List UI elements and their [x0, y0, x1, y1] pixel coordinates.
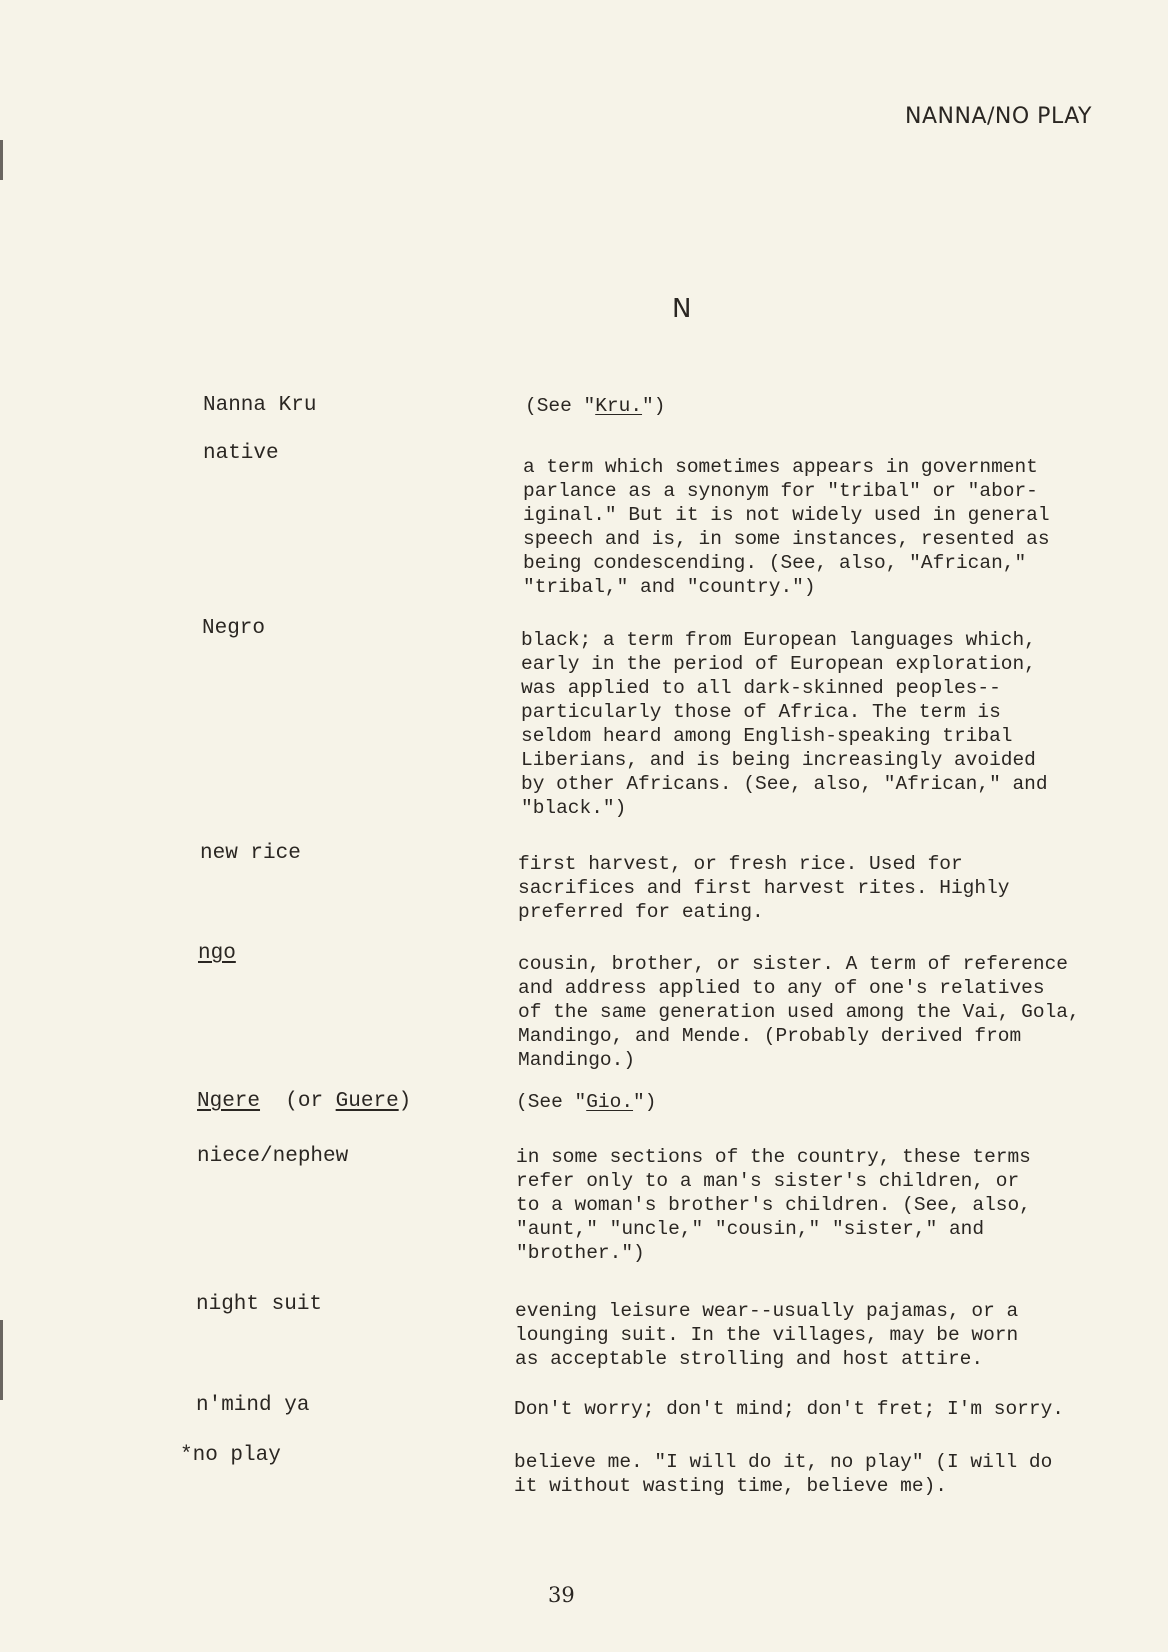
entry-definition: (See "Kru.") [525, 395, 666, 417]
entry-term: Ngere (or Guere) [197, 1090, 412, 1113]
entry-term: *no play [180, 1444, 281, 1467]
entry-definition: in some sections of the country, these terms refer only to a man's sister's children, or to a woman's brother's children. (See, also, "aunt," "uncle," "cousin," "sister," and "brother.") [516, 1146, 1031, 1264]
entry-term-main: Ngere [197, 1090, 261, 1113]
scan-edge-mark [0, 140, 3, 180]
section-letter: N [672, 294, 692, 324]
entry-term: native [203, 442, 279, 465]
cross-reference-link: Kru. [595, 395, 643, 417]
entry-definition: first harvest, or fresh rice. Used for sacrifices and first harvest rites. Highly preferred for eating. [518, 853, 1010, 923]
entry-term: niece/nephew [197, 1145, 349, 1168]
entry-definition: Don't worry; don't mind; don't fret; I'm sorry. [514, 1398, 1064, 1420]
entry-term: new rice [200, 842, 301, 865]
entry-definition: believe me. "I will do it, no play" (I will do it without wasting time, believe me). [514, 1451, 1053, 1497]
entry-definition: evening leisure wear--usually pajamas, or a lounging suit. In the villages, may be worn as acceptable strolling and host attire. [515, 1300, 1019, 1370]
entry-term: night suit [196, 1293, 323, 1316]
entry-definition: a term which sometimes appears in government parlance as a synonym for "tribal" or "abor- iginal." But it is not widely used in general speech and is, in some instances, resented as being condescending. (See, also, "African," "tribal," and "country.") [523, 456, 1050, 598]
cross-reference-link: Gio. [586, 1091, 634, 1113]
page-number: 39 [548, 1583, 575, 1607]
entry-term: Nanna Kru [203, 394, 317, 417]
entry-term-alternate: Guere [335, 1090, 399, 1113]
entry-term: ngo [198, 942, 236, 965]
entry-term: n'mind ya [196, 1394, 310, 1417]
entry-definition: cousin, brother, or sister. A term of reference and address applied to any of one's relatives of the same generation used among the Vai, Gola, Mandingo, and Mende. (Probably derived from Mandingo.) [518, 953, 1080, 1071]
entry-definition: (See "Gio.") [516, 1091, 657, 1113]
entry-term: Negro [202, 617, 266, 640]
entry-definition: black; a term from European languages which, early in the period of European exploration, was applied to all dark-skinned peoples-- particularly those of Africa. The term is seldom heard among English-speaking tribal Liberians, and is being increasingly avoided by other Africans. (See, also, "African," and "black.") [521, 629, 1048, 819]
running-head: NANNA/NO PLAY [905, 104, 1092, 129]
scan-edge-mark [0, 1320, 3, 1400]
